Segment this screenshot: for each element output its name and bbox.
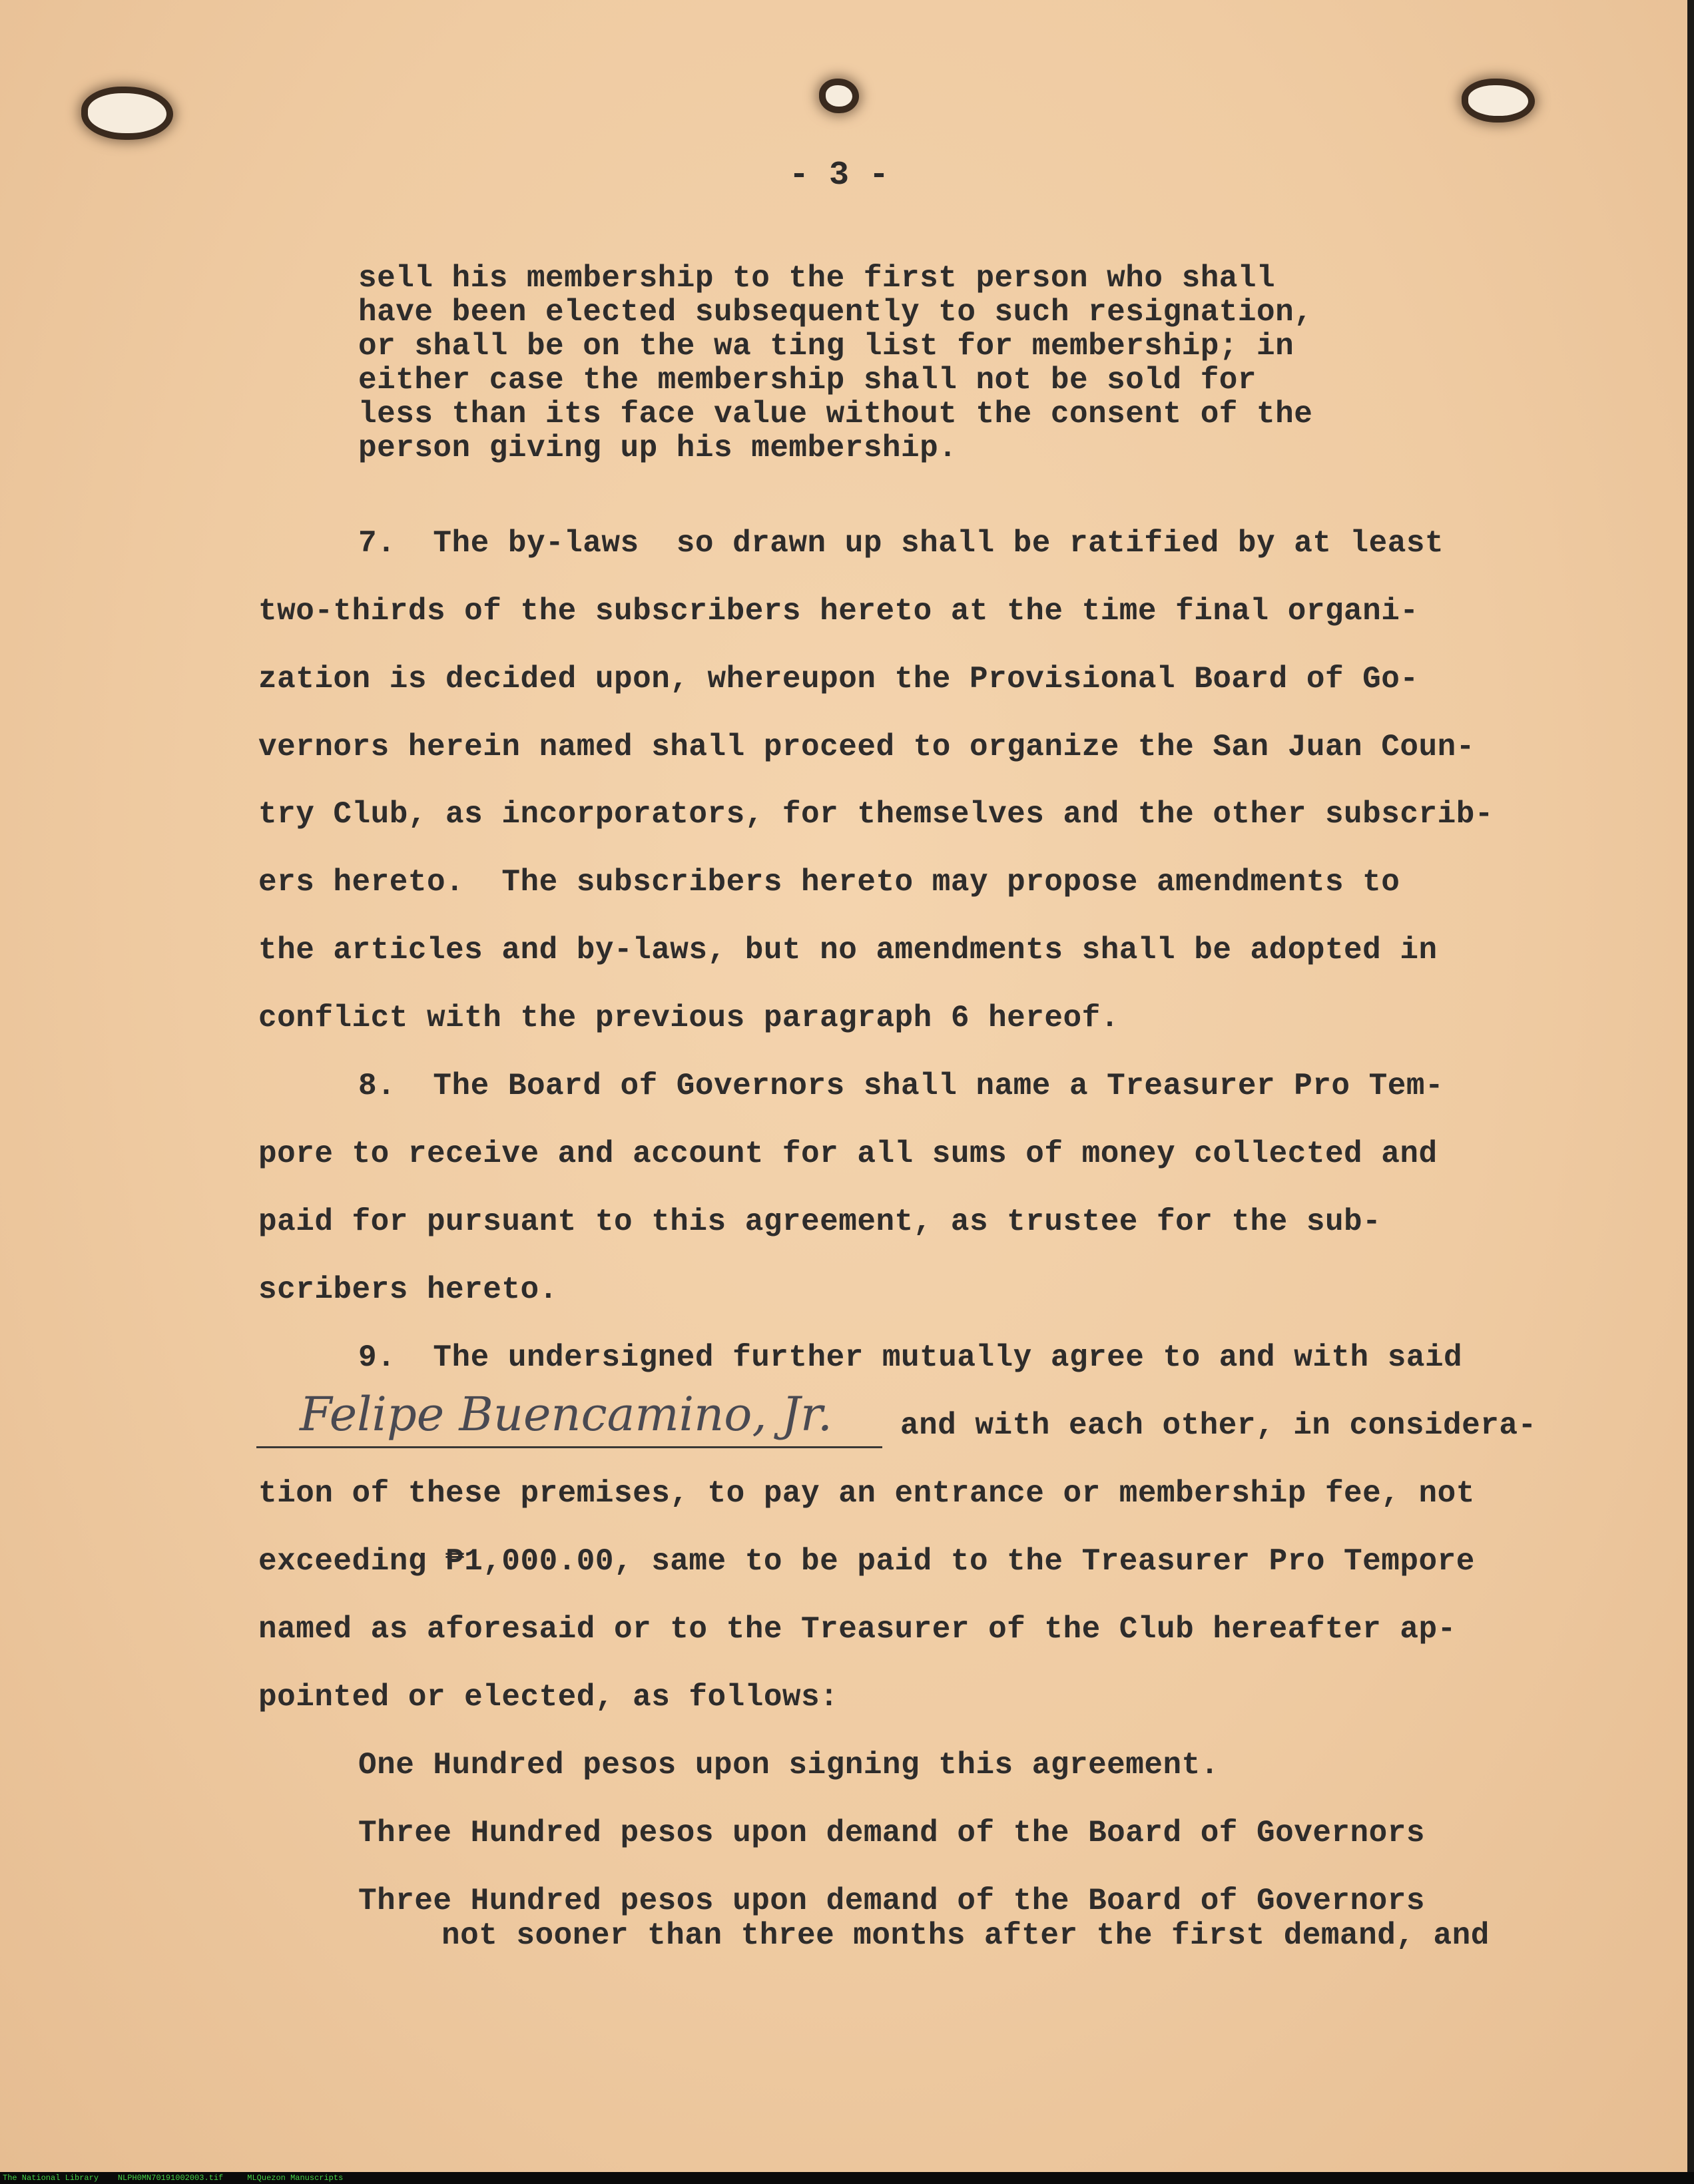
- paragraph-8-line: paid for pursuant to this agreement, as trustee for the sub-: [258, 1205, 1382, 1239]
- schedule-line: not sooner than three months after the first demand, and: [441, 1918, 1490, 1953]
- paragraph-8-line: scribers hereto.: [258, 1272, 558, 1307]
- punch-hole-center: [826, 85, 852, 107]
- paragraph-7-line: try Club, as incorporators, for themselves and the other subscrib-: [258, 797, 1494, 832]
- paragraph-7-line: conflict with the previous paragraph 6 hereof.: [258, 1001, 1119, 1035]
- schedule-line: One Hundred pesos upon signing this agreement.: [358, 1748, 1219, 1782]
- text-line: person giving up his membership.: [358, 431, 958, 465]
- paragraph-7-line: 7. The by-laws so drawn up shall be ratified by at least: [358, 526, 1444, 561]
- scan-footer: The National Library NLPH0MN70191002003.tif MLQuezon Manuscripts: [0, 2172, 1694, 2184]
- paragraph-9-line: 9. The undersigned further mutually agree to and with said: [358, 1340, 1463, 1375]
- schedule-line: Three Hundred pesos upon demand of the Board of Governors: [358, 1816, 1425, 1850]
- text-line: or shall be on the wa ting list for membership; in: [358, 329, 1294, 364]
- paragraph-7-line: ers hereto. The subscribers hereto may propose amendments to: [258, 865, 1400, 900]
- paragraph-7-line: vernors herein named shall proceed to organize the San Juan Coun-: [258, 730, 1475, 764]
- page-number: - 3 -: [788, 156, 890, 194]
- handwritten-name: Felipe Buencamino, Jr.: [300, 1387, 832, 1442]
- schedule-line: Three Hundred pesos upon demand of the Board of Governors: [358, 1884, 1425, 1918]
- text-line: sell his membership to the first person who shall: [358, 261, 1276, 296]
- paragraph-7-line: the articles and by-laws, but no amendments shall be adopted in: [258, 933, 1438, 967]
- text-line: have been elected subsequently to such resignation,: [358, 295, 1313, 330]
- paragraph-7-line: zation is decided upon, whereupon the Provisional Board of Go-: [258, 662, 1419, 696]
- signature-line: [256, 1446, 882, 1448]
- text-line: less than its face value without the consent of the: [358, 397, 1313, 431]
- paragraph-8-line: pore to receive and account for all sums of money collected and: [258, 1137, 1438, 1171]
- paragraph-9-line: tion of these premises, to pay an entrance or membership fee, not: [258, 1476, 1475, 1511]
- paragraph-9-line: pointed or elected, as follows:: [258, 1680, 839, 1715]
- paragraph-9-line: named as aforesaid or to the Treasurer of the Club hereafter ap-: [258, 1612, 1456, 1647]
- punch-hole-right: [1468, 85, 1528, 116]
- paragraph-9-line: exceeding ₱1,000.00, same to be paid to the Treasurer Pro Tempore: [258, 1544, 1475, 1579]
- paragraph-8-line: 8. The Board of Governors shall name a Treasurer Pro Tem-: [358, 1069, 1444, 1103]
- text-line: either case the membership shall not be sold for: [358, 363, 1257, 398]
- paragraph-9-line: and with each other, in considera-: [900, 1408, 1537, 1443]
- paragraph-7-line: two-thirds of the subscribers hereto at the time final organi-: [258, 594, 1419, 629]
- punch-hole-left: [88, 93, 166, 133]
